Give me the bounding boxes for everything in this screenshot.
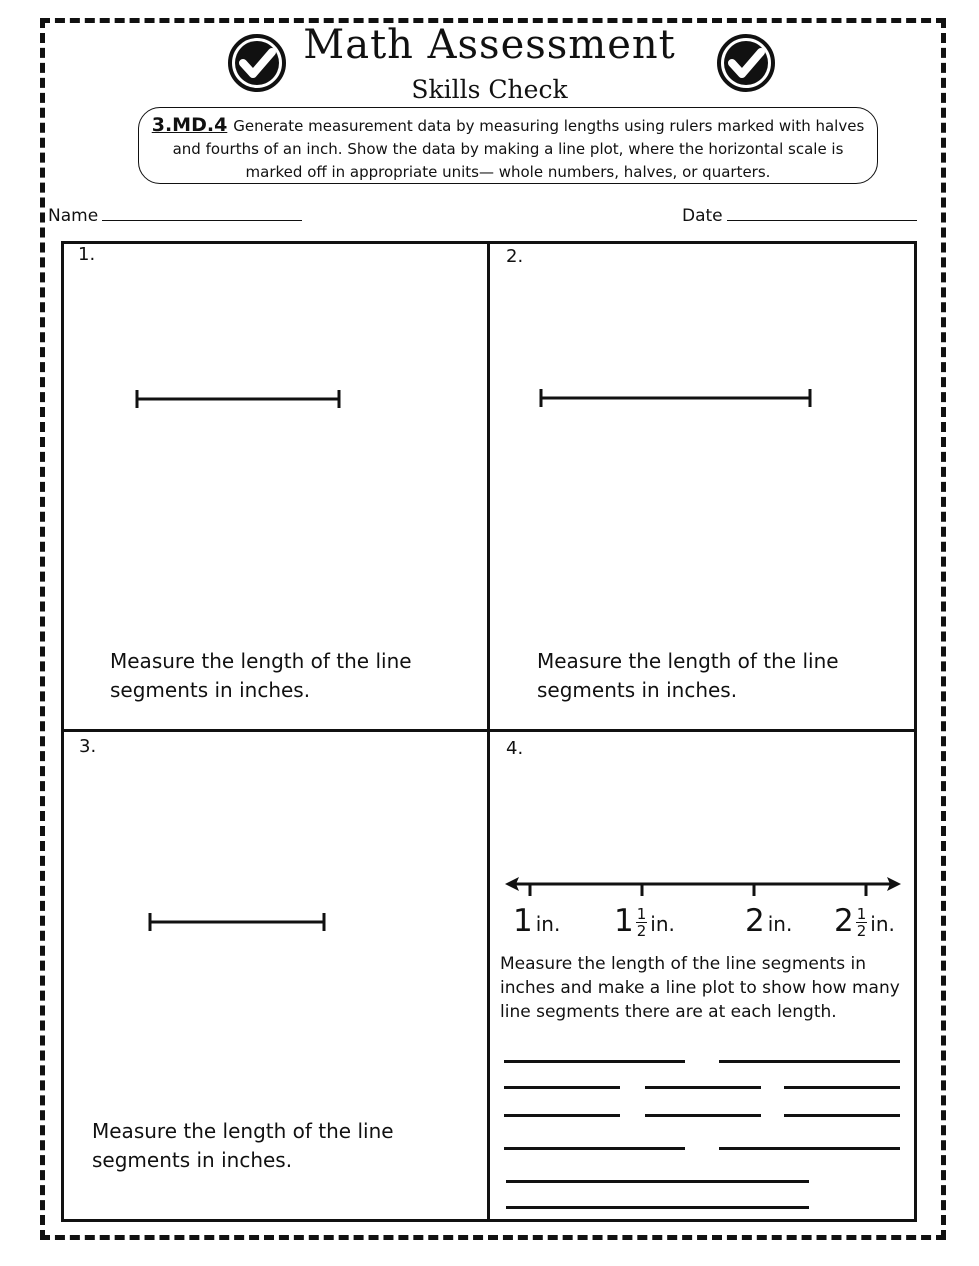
answer-blank[interactable] <box>645 1086 761 1089</box>
date-field[interactable] <box>682 204 917 226</box>
question-4-instruction: Measure the length of the line segments in inches and make a line plot to show how many line segments there are at each length. <box>500 954 900 1022</box>
line-segment-1 <box>134 388 344 410</box>
answer-blank[interactable] <box>645 1114 761 1117</box>
standard-text: Generate measurement data by measuring lengths using rulers marked with halves and fourths of an inch. Show the data by making a line plot, where the horizontal scale is marked off in appropriate units— whole numbers, halves, or quarters. <box>172 117 865 181</box>
tick-label-2: 2 in. <box>745 903 793 939</box>
tick-label-1: 1 in. <box>513 903 561 939</box>
line-segment-2 <box>538 387 816 409</box>
answer-blank[interactable] <box>506 1180 809 1183</box>
name-label: Name <box>48 206 99 226</box>
question-1-instruction: Measure the length of the line segments in inches. <box>110 649 412 702</box>
page-title: Math Assessment <box>303 22 676 68</box>
name-blank[interactable] <box>102 204 302 221</box>
date-blank[interactable] <box>727 204 917 221</box>
standard-box <box>138 107 878 184</box>
page-subtitle: Skills Check <box>411 75 568 104</box>
question-3-instruction: Measure the length of the line segments in inches. <box>92 1119 394 1172</box>
name-field[interactable] <box>48 204 302 226</box>
answer-blank[interactable] <box>506 1206 809 1209</box>
answer-blank[interactable] <box>504 1060 685 1063</box>
line-plot-axis <box>503 872 903 898</box>
question-2-instruction: Measure the length of the line segments in inches. <box>537 649 839 702</box>
fraction: $\frac{1}{2}$ <box>856 905 867 940</box>
tick-label-1-and-a-half: 1 $\frac{1}{2}$ in. <box>614 903 675 940</box>
question-number: 3. <box>79 736 97 757</box>
answer-blank[interactable] <box>504 1147 685 1150</box>
answer-blank[interactable] <box>719 1147 900 1150</box>
question-number: 2. <box>506 246 524 267</box>
line-segment-3 <box>147 911 329 933</box>
grid-horizontal-divider <box>61 729 917 732</box>
question-number: 1. <box>78 244 96 265</box>
fraction: $\frac{1}{2}$ <box>636 905 647 940</box>
question-number: 4. <box>506 738 524 759</box>
answer-blank[interactable] <box>784 1086 900 1089</box>
answer-blank[interactable] <box>784 1114 900 1117</box>
tick-label-2-and-a-half: 2 $\frac{1}{2}$ in. <box>834 903 895 940</box>
answer-blank[interactable] <box>504 1114 620 1117</box>
answer-blank[interactable] <box>504 1086 620 1089</box>
date-label: Date <box>682 206 723 226</box>
answer-blank[interactable] <box>719 1060 900 1063</box>
standard-code: 3.MD.4 <box>151 114 228 136</box>
